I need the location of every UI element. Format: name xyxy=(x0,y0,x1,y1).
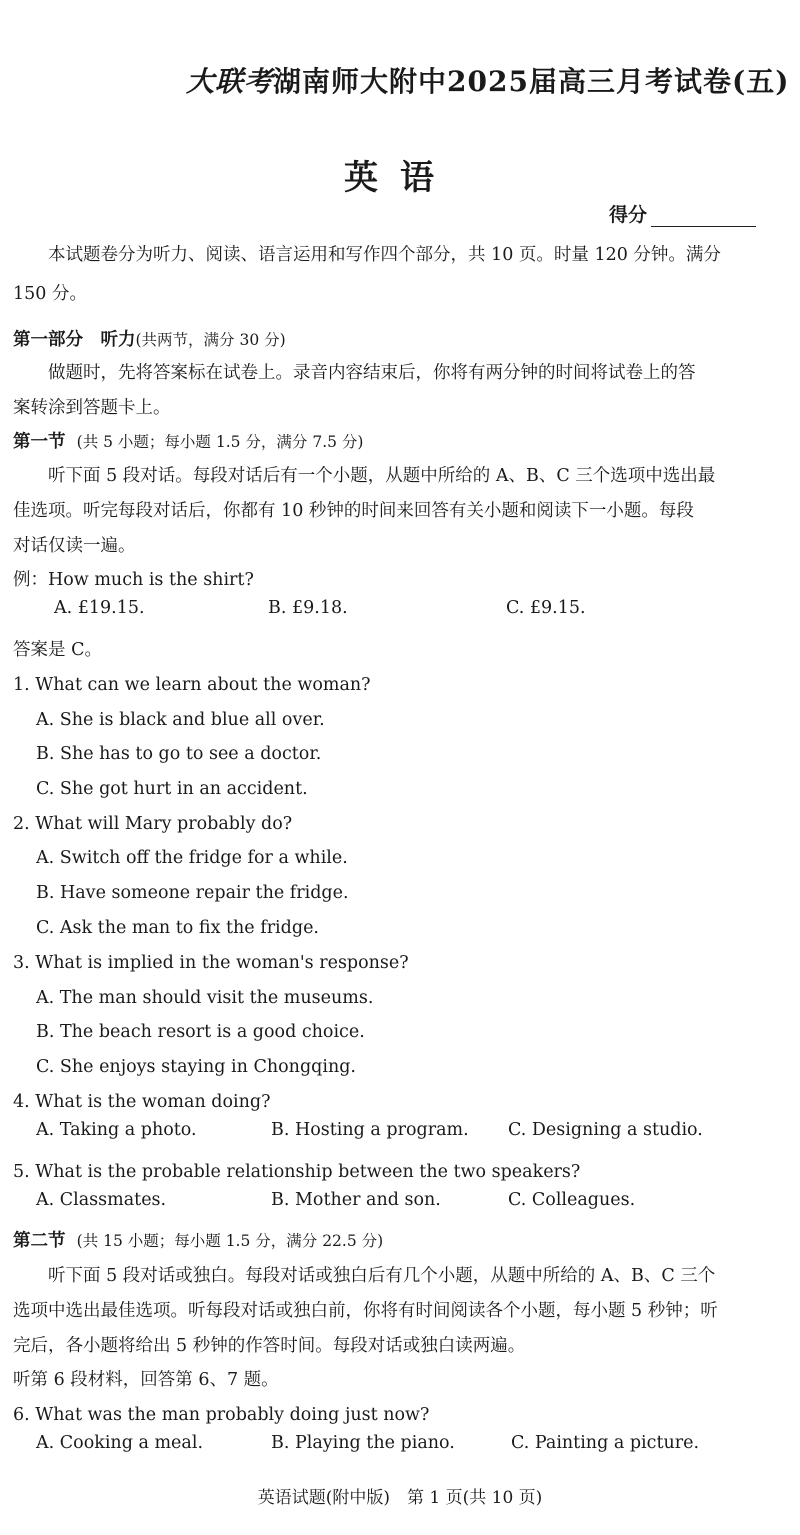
section2-instr-1: 听下面 5 段对话或独白。每段对话或独白后有几个小题，从题中所给的 A、B、C 三个 xyxy=(48,1266,716,1286)
question-6-option-b: B. Playing the piano. xyxy=(271,1433,455,1453)
example-option-b: B. £9.18. xyxy=(268,598,348,618)
section1-instr-3: 对话仅读一遍。 xyxy=(13,536,136,556)
section1-instr-1: 听下面 5 段对话。每段对话后有一个小题，从题中所给的 A、B、C 三个选项中选出最 xyxy=(48,466,716,486)
score-blank xyxy=(651,204,756,227)
section2-instr-2: 选项中选出最佳选项。听每段对话或独白前，你将有时间阅读各个小题，每小题 5 秒钟；听 xyxy=(13,1301,718,1321)
exam-brand: 大联考 xyxy=(186,65,274,98)
example-question: 例：How much is the shirt? xyxy=(13,570,254,590)
question-3-option-b: B. The beach resort is a good choice. xyxy=(36,1022,365,1042)
intro-line-2: 150 分。 xyxy=(13,284,87,304)
section2-heading: 第二节 (共 15 小题；每小题 1.5 分，满分 22.5 分) xyxy=(13,1231,384,1251)
question-1-option-a: A. She is black and blue all over. xyxy=(36,710,325,730)
subject-heading: 英语 xyxy=(344,158,456,198)
question-6-option-c: C. Painting a picture. xyxy=(511,1433,700,1453)
question-4: 4. What is the woman doing? xyxy=(13,1092,271,1112)
part1-instr-2: 案转涂到答题卡上。 xyxy=(13,398,171,418)
intro-line-1: 本试题卷分为听力、阅读、语言运用和写作四个部分，共 10 页。时量 120 分钟。满分 xyxy=(48,245,721,265)
question-2-option-a: A. Switch off the fridge for a while. xyxy=(36,848,348,868)
score-field xyxy=(609,200,756,227)
example-option-a: A. £19.15. xyxy=(54,598,145,618)
question-2: 2. What will Mary probably do? xyxy=(13,814,293,834)
question-1-option-c: C. She got hurt in an accident. xyxy=(36,779,308,799)
question-5: 5. What is the probable relationship between the two speakers? xyxy=(13,1162,581,1182)
question-4-options xyxy=(36,1120,756,1154)
score-label: 得分 xyxy=(608,204,647,226)
question-4-option-a: A. Taking a photo. xyxy=(36,1120,197,1140)
question-2-option-c: C. Ask the man to fix the fridge. xyxy=(36,918,319,938)
section2-instr-3: 完后，各小题将给出 5 秒钟的作答时间。每段对话或独白读两遍。 xyxy=(13,1336,526,1356)
question-5-option-b: B. Mother and son. xyxy=(271,1190,441,1210)
question-6: 6. What was the man probably doing just now? xyxy=(13,1405,430,1425)
section1-heading: 第一节 (共 5 小题；每小题 1.5 分，满分 7.5 分) xyxy=(13,432,364,452)
question-3: 3. What is implied in the woman's response? xyxy=(13,953,409,973)
section2-material: 听第 6 段材料，回答第 6、7 题。 xyxy=(13,1370,279,1390)
question-3-option-c: C. She enjoys staying in Chongqing. xyxy=(36,1057,356,1077)
question-5-options xyxy=(36,1190,756,1224)
page-footer: 英语试题(附中版) 第 1 页(共 10 页) xyxy=(257,1488,543,1508)
question-5-option-a: A. Classmates. xyxy=(36,1190,167,1210)
part1-heading: 第一部分 听力(共两节，满分 30 分) xyxy=(13,330,286,350)
example-option-c: C. £9.15. xyxy=(506,598,586,618)
question-5-option-c: C. Colleagues. xyxy=(508,1190,636,1210)
exam-title xyxy=(186,60,789,100)
exam-title-text: 湖南师大附中2025届高三月考试卷(五) xyxy=(273,65,790,98)
part1-instr-1: 做题时，先将答案标在试卷上。录音内容结束后，你将有两分钟的时间将试卷上的答 xyxy=(48,363,696,383)
question-2-option-b: B. Have someone repair the fridge. xyxy=(36,883,349,903)
section1-instr-2: 佳选项。听完每段对话后，你都有 10 秒钟的时间来回答有关小题和阅读下一小题。每段 xyxy=(13,501,694,521)
question-4-option-c: C. Designing a studio. xyxy=(508,1120,703,1140)
question-4-option-b: B. Hosting a program. xyxy=(271,1120,469,1140)
question-1: 1. What can we learn about the woman? xyxy=(13,675,371,695)
question-6-options xyxy=(36,1433,756,1467)
example-answer: 答案是 C。 xyxy=(13,640,102,660)
question-1-option-b: B. She has to go to see a doctor. xyxy=(36,744,322,764)
question-3-option-a: A. The man should visit the museums. xyxy=(36,988,374,1008)
question-6-option-a: A. Cooking a meal. xyxy=(36,1433,204,1453)
example-options xyxy=(36,598,756,632)
